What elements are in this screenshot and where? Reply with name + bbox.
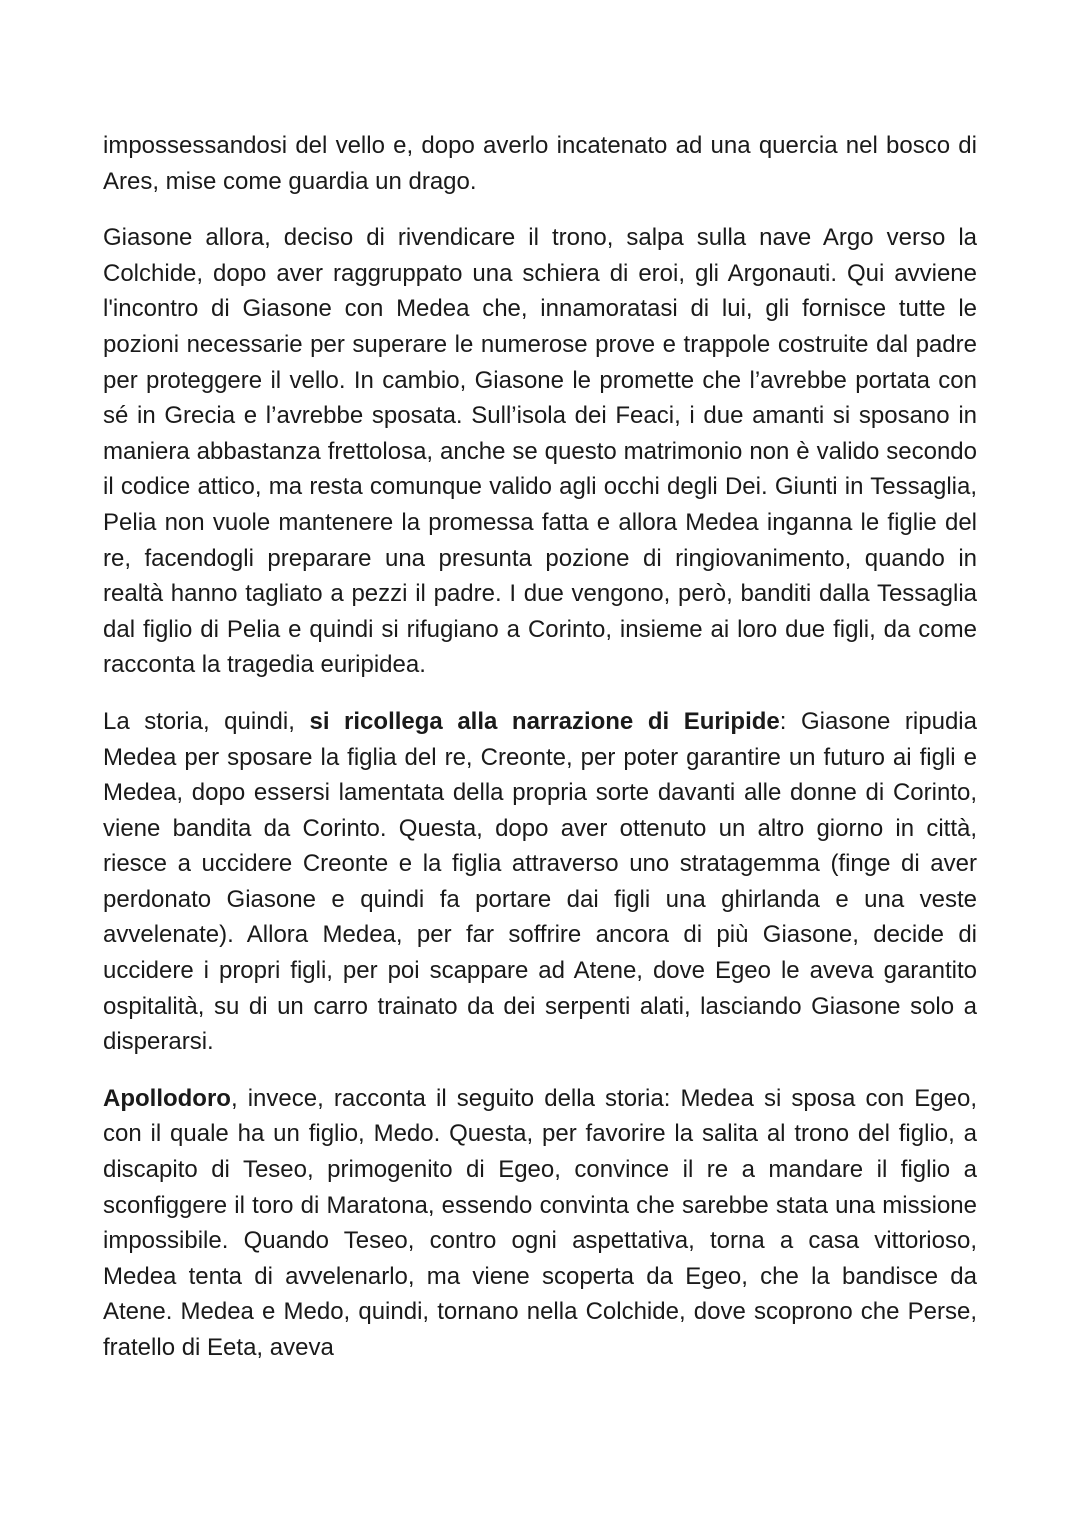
paragraph-euripide xyxy=(103,704,977,1060)
text-segment: La storia, quindi, xyxy=(103,707,310,735)
bold-phrase-euripide: si ricollega alla narrazione di Euripide xyxy=(309,707,780,735)
text-segment: , invece, racconta il seguito della storia: Medea si sposa con Egeo, con il quale ha un figlio, Medo. Questa, per favorire la salita al trono del figlio, a discapito di Teseo, primogenito di Egeo, convince il re a mandare il figlio a sconfiggere il toro di Maratona, essendo convinta che sarebbe stata una missione impossibile. Quando Teseo, contro ogni aspettativa, torna a casa vittorioso, Medea tenta di avvelenarlo, ma viene scoperta da Egeo, che la bandisce da Atene. Medea e Medo, quindi, tornano nella Colchide, dove scoprono che Perse, fratello di Eeta, aveva xyxy=(103,1084,977,1361)
document-page xyxy=(103,128,977,1366)
bold-phrase-apollodoro: Apollodoro xyxy=(103,1084,231,1112)
text-segment: : Giasone ripudia Medea per sposare la figlia del re, Creonte, per poter garantire un futuro ai figli e Medea, dopo essersi lamentata della propria sorte davanti alle donne di Corinto, viene bandita da Corinto. Questa, dopo aver ottenuto un altro giorno in città, riesce a uccidere Creonte e la figlia attraverso uno stratagemma (finge di aver perdonato Giasone e quindi fa portare dai figli una ghirlanda e una veste avvelenate). Allora Medea, per far soffrire ancora di più Giasone, decide di uccidere i propri figli, per poi scappare ad Atene, dove Egeo le aveva garantito ospitalità, su di un carro trainato da dei serpenti alati, lasciando Giasone solo a disperarsi. xyxy=(103,707,977,1056)
text-segment: impossessandosi del vello e, dopo averlo incatenato ad una quercia nel bosco di Ares, mise come guardia un drago. xyxy=(103,132,977,195)
text-segment: Giasone allora, deciso di rivendicare il trono, salpa sulla nave Argo verso la Colchide, dopo aver raggruppato una schiera di eroi, gli Argonauti. Qui avviene l'incontro di Giasone con Medea che, innamoratasi di lui, gli fornisce tutte le pozioni necessarie per superare le numerose prove e trappole costruite dal padre per proteggere il vello. In cambio, Giasone le promette che l’avrebbe portata con sé in Grecia e l’avrebbe sposata. Sull’isola dei Feaci, i due amanti si sposano in maniera abbastanza frettolosa, anche se questo matrimonio non è valido secondo il codice attico, ma resta comunque valido agli occhi degli Dei. Giunti in Tessaglia, Pelia non vuole mantenere la promessa fatta e allora Medea inganna le figlie del re, facendogli preparare una presunta pozione di ringiovanimento, quando in realtà hanno tagliato a pezzi il padre. I due vengono, però, banditi dalla Tessaglia dal figlio di Pelia e quindi si rifugiano a Corinto, insieme ai loro due figli, da come racconta la tragedia euripidea. xyxy=(103,224,977,679)
paragraph-vello xyxy=(103,128,977,199)
paragraph-argonauti xyxy=(103,220,977,683)
paragraph-apollodoro xyxy=(103,1081,977,1366)
